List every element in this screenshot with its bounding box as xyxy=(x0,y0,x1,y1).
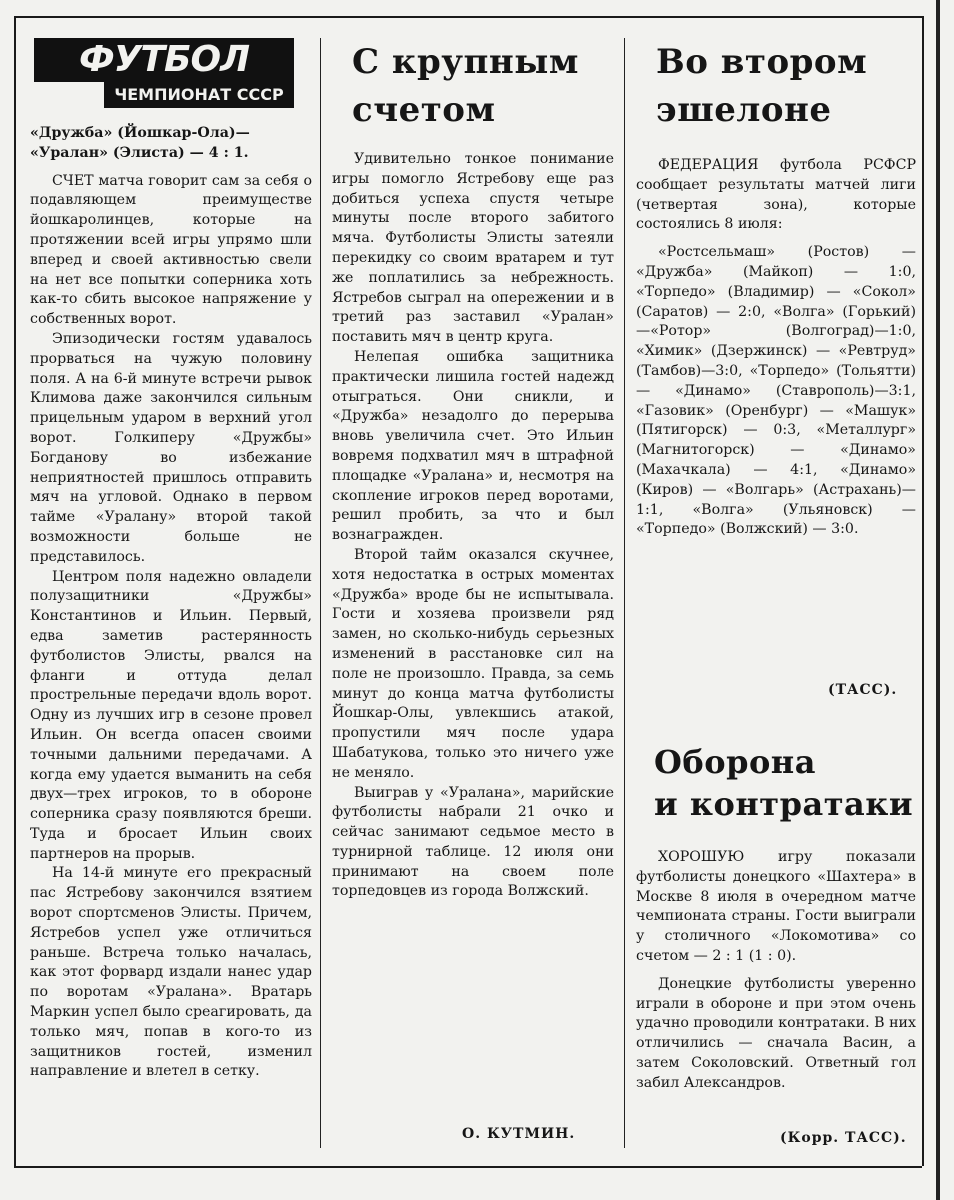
article1-paragraph-4: На 14-й минуте его прекрасный пас Ястребову закончился взятием ворот спортсменов Элисты. Причем, Ястребов успел уже отличиться раньше. Встреча только началась, как этот форвард издали нанес удар по воротам «Уралана». Вратарь Маркин успел было среагировать, да только мяч, попав в кого-то из защитников гостей, изменил направление и влетел в сетку. xyxy=(30,865,312,1080)
article1-paragraph-1: СЧЕТ матча говорит сам за себя о подавляющем преимуществе йошкаролинцев, которые на протяжении всей игры упрямо шли вперед и своей активностью свели на нет все попытки соперника хоть как-то сбить высокое напряжение у собственных ворот. xyxy=(30,172,312,328)
article3-paragraph-1: ХОРОШУЮ игру показали футболисты донецкого «Шахтера» в Москве 8 июля в очередном матче чемпионата страны. Гости выиграли у столичного «Локомотива» со счетом — 2 : 1 (1 : 0). xyxy=(636,849,916,964)
masthead-logo: ФУТБОЛ xyxy=(34,38,294,82)
article1-title-line1: С крупным xyxy=(352,42,579,82)
article1-paragraph-6: Нелепая ошибка защитника практически лишила гостей надежд отыграться. Они сникли, и «Дружба» незадолго до перерыва вновь увеличила счет. Это Ильин вовремя подхватил мяч в штрафной площадке «Уралана» и, несмотря на скопление игроков перед воротами, решил пробить, за что и был вознагражден. xyxy=(332,348,614,544)
left-rule xyxy=(14,16,16,1166)
masthead-subtitle: ЧЕМПИОНАТ СССР xyxy=(104,82,294,108)
article2-paragraph-1: ФЕДЕРАЦИЯ футбола РСФСР сообщает результаты матчей лиги (четвертая зона), которые состоялись 8 июля: xyxy=(636,157,916,233)
article3-body xyxy=(636,848,916,1094)
right-rule xyxy=(922,16,924,1166)
article1-lead: «Дружба» (Йошкар-Ола)— «Уралан» (Элиста) — 4 : 1. xyxy=(30,125,250,161)
column-divider-2 xyxy=(624,38,625,1148)
top-rule xyxy=(14,16,922,18)
article2-body xyxy=(636,156,916,540)
masthead xyxy=(34,38,294,110)
article1-paragraph-7: Второй тайм оказался скучнее, хотя недостатка в острых моментах «Дружба» вроде бы не испытывала. Гости и хозяева произвели ряд замен, но сколько-нибудь серьезных изменений в расстановке сил на поле не произошло. Правда, за семь минут до конца матча футболисты Йошкар-Олы, увлекшись атакой, пропустили мяч после удара Шабатукова, только это ничего уже не меняло. xyxy=(332,546,614,781)
article1-paragraph-2: Эпизодически гостям удавалось прорваться на чужую половину поля. А на 6-й минуте встречи рывок Климова даже закончился сильным прицельным ударом в верхний угол ворот. Голкиперу «Дружбы» Богданову во избежание неприятностей пришлось отправить мяч на угловой. Однако в первом тайме «Уралану» второй такой возможности больше не представилось. xyxy=(30,330,312,565)
article2-title-line1: Во втором xyxy=(656,42,868,82)
article1-paragraph-3: Центром поля надежно овладели полузащитники «Дружбы» Константинов и Ильин. Первый, едва заметив растерянность футболистов Элисты, рвался на фланги и оттуда делал прострельные передачи вдоль ворот. Одну из лучших игр в сезоне провел Ильин. Он всегда опасен своими точными дальними передачами. А когда ему удается выманить на себя двух—трех игроков, то в обороне соперника сразу появляются бреши. Туда и бросает Ильин своих партнеров на прорыв. xyxy=(30,568,312,862)
article2-paragraph-2: «Ростсельмаш» (Ростов) — «Дружба» (Майкоп) — 1:0, «Торпедо» (Владимир) — «Сокол» (Саратов) — 2:0, «Волга» (Горький)—«Ротор» (Волгоград)—1:0, «Химик» (Дзержинск) — «Ревтруд» (Тамбов)—3:0, «Торпедо» (Тольятти) — «Динамо» (Ставрополь)—3:1, «Газовик» (Оренбург) — «Машук» (Пятигорск) — 0:3, «Металлург» (Магнитогорск) — «Динамо» (Махачкала) — 4:1, «Динамо» (Киров) — «Волгарь» (Астрахань)—1:1, «Волга» (Ульяновск) — «Торпедо» (Волжский) — 3:0. xyxy=(636,244,916,538)
article3-title-line2: и контратаки xyxy=(654,785,914,823)
article1-signature: О. КУТМИН. xyxy=(462,1126,576,1142)
page-edge xyxy=(936,0,940,1200)
bottom-rule xyxy=(14,1166,922,1168)
article3-signature: (Корр. ТАСС). xyxy=(780,1130,907,1146)
article1-title-line2: счетом xyxy=(352,90,496,130)
article2-signature: (ТАСС). xyxy=(828,682,898,698)
article3-paragraph-2: Донецкие футболисты уверенно играли в обороне и при этом очень удачно проводили контратаки. В них отличились — сначала Васин, а затем Соколовский. Ответный гол забил Александров. xyxy=(636,975,916,1091)
article1-column-1 xyxy=(30,124,312,1082)
article1-paragraph-8: Выиграв у «Уралана», марийские футболисты набрали 21 очко и сейчас занимают седьмое место в турнирной таблице. 12 июля они принимают на своем поле торпедовцев из города Волжский. xyxy=(332,784,614,900)
column-divider-1 xyxy=(320,38,321,1148)
article2-title-line2: эшелоне xyxy=(656,90,832,130)
article1-column-2 xyxy=(332,150,614,902)
article3-title-line1: Оборона xyxy=(654,743,816,781)
article1-paragraph-5: Удивительно тонкое понимание игры помогло Ястребову еще раз добиться успеха спустя четыре минуты после второго забитого мяча. Футболисты Элисты затеяли перекидку со своим вратарем и тут же поплатились за небрежность. Ястребов сыграл на опережении и в третий раз заставил «Уралан» поставить мяч в центр круга. xyxy=(332,151,614,346)
